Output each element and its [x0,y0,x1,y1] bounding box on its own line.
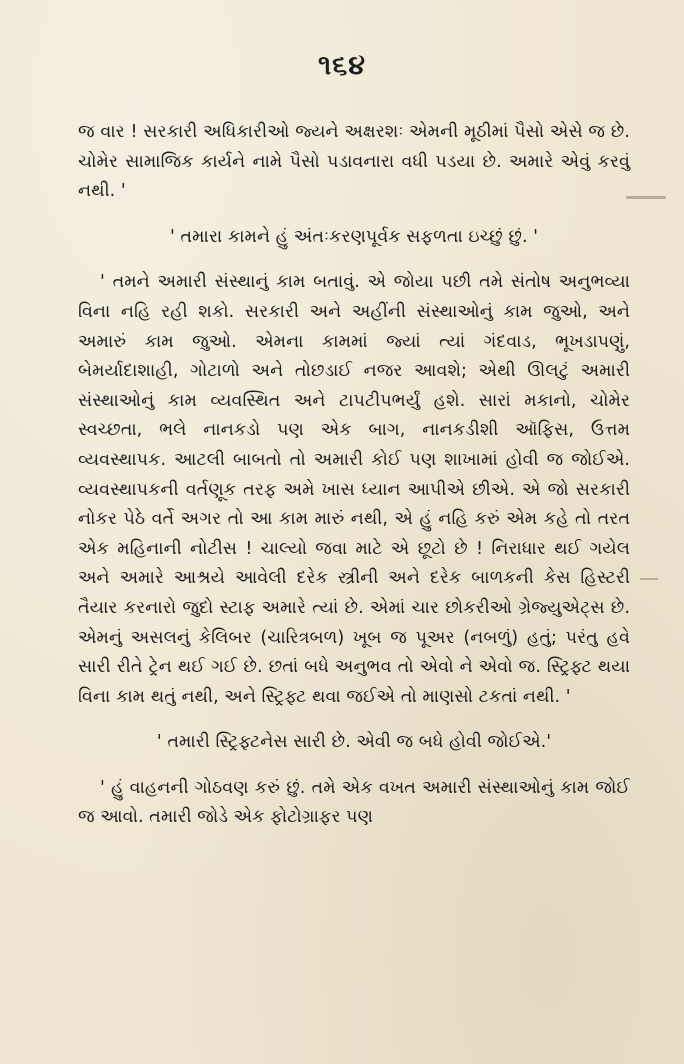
page-number: ૧૬૪ [317,50,367,81]
paper-smudge [626,196,666,199]
paragraph-institution-work: ' તમને અમારી સંસ્થાનું કામ બતાવું. એ જોયા પછી તમે સંતોષ અનુભવ્યા વિના નહિ રહી શકો. સરકારી અને અહીંની સંસ્થાઓનું કામ જુઓ, અને અમારું કામ જુઓ. એમના કામમાં જ્યાં ત્યાં ગંદવાડ, ભૂખડાપણું, બેમર્યાદાશાહી, ગોટાળો અને તોછડાઈ નજર આવશે; એથી ઊલટું અમારી સંસ્થાઓનું કામ વ્યવસ્થિત અને ટાપટીપભર્યું હશે. સારાં મકાનો, ચોમેર સ્વચ્છતા, ભલે નાનકડો પણ એક બાગ, નાનકડીશી ઑફિસ, ઉત્તમ વ્યવસ્થાપક. આટલી બાબતો તો અમારી કોઈ પણ શાખામાં હોવી જ જોઈએ. વ્યવસ્થાપકની વર્તણૂક તરફ અમે ખાસ ધ્યાન આપીએ છીએ. એ જો સરકારી નોકર પેઠે વર્તે અગર તો આ કામ મારું નથી, એ હું નહિ કરું એમ કહે તો તરત એક મહિનાની નોટીસ ! ચાલ્યો જવા માટે એ છૂટો છે ! નિરાધાર થઈ ગયેલ અને અમારે આશ્રયે આવેલી દરેક સ્ત્રીની અને દરેક બાળકની કેસ હિસ્ટરી તૈયાર કરનારો જુદો સ્ટાફ અમારે ત્યાં છે. એમાં ચાર છોકરીઓ ગ્રેજ્યુએટ્સ છે. એમનું અસલનું કેલિબર (ચારિત્રબળ) ખૂબ જ પૂઅર (નબળું) હતું; પરંતુ હવે સારી રીતે ટ્રેન થઈ ગઈ છે. છતાં બધે અનુભવ તો એવો ને એવો જ. સ્ટ્રિફ્ટ થયા વિના કામ થતું નથી, અને સ્ટ્રિફ્ટ થવા જઈએ તો માણસો ટકતાં નથી. ' [78,272,630,707]
page-body [78,118,630,833]
paragraph-continuation: જ વાર ! સરકારી અધિકારીઓ જ્યને અક્ષરશઃ એમની મૂઠીમાં પૈસો એસે જ છે. ચોમેર સામાજિક કાર્યને નામે પૈસો પડાવનારા વધી પડયા છે. અમારે એવું કરવું નથી. ' [78,122,630,202]
paragraph-vehicle-arrangement: ' હું વાહનની ગોઠવણ કરું છું. તમે એક વખત અમારી સંસ્થાઓનું કામ જોઈ જ આવો. તમારી જોડે એક ફોટોગ્રાફર પણ [78,777,630,828]
paragraph-quote-strictness: ' તમારી સ્ટ્રિફ્ટનેસ સારી છે. એવી જ બધે હોવી જોઈએ.' [156,732,552,753]
paper-smudge [640,578,658,580]
paragraph-quote-wish: ' તમારા કામને હું અંતઃકરણપૂર્વક સફળતા ઇચ્છું છું. ' [170,226,538,247]
